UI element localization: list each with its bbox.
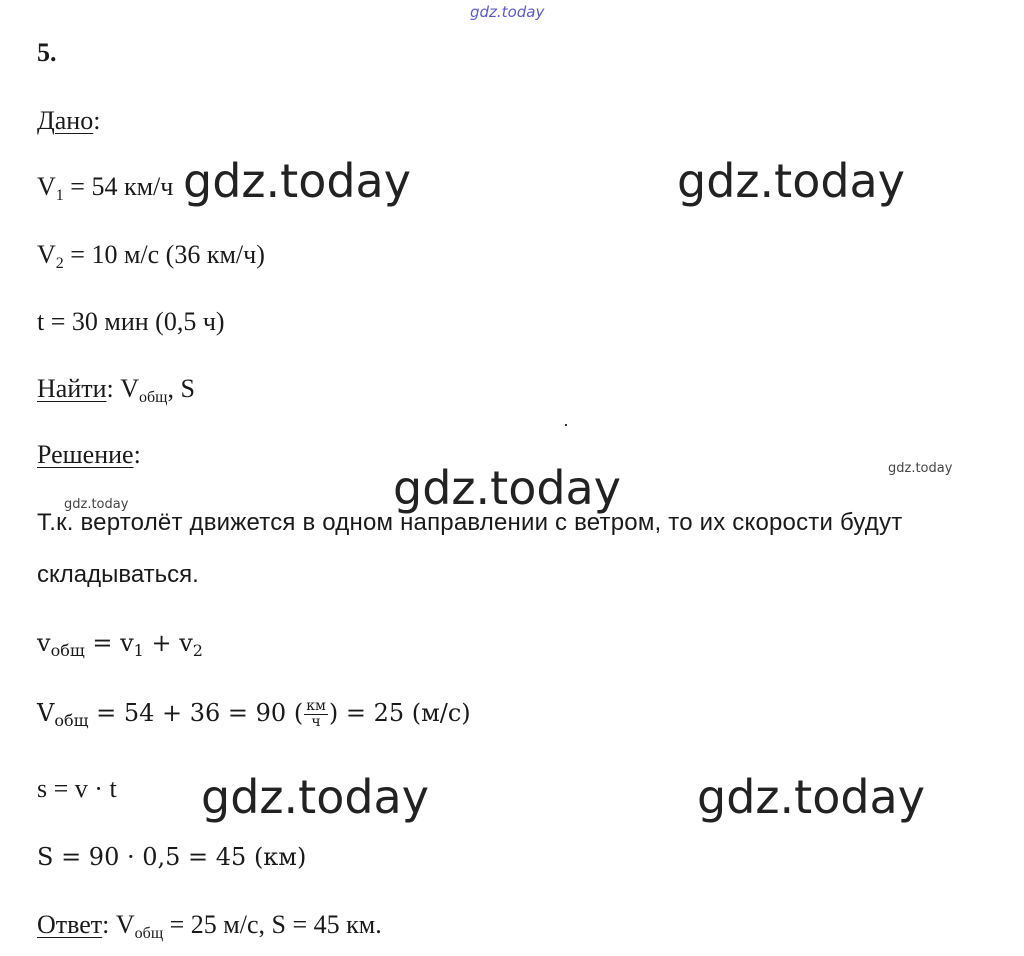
given-colon: :	[93, 106, 101, 135]
find-rest-b: , S	[167, 374, 195, 403]
solution-colon: :	[133, 440, 141, 469]
f2-tail: ) = 25 (м/с)	[328, 699, 471, 727]
formula-3: s = v · t	[37, 774, 117, 803]
watermark-small-2: gdz.today	[64, 497, 129, 512]
watermark-small-1: gdz.today	[888, 461, 953, 476]
given-heading-line	[37, 106, 100, 136]
f1-plus: + v	[143, 629, 193, 657]
v1-sub: 1	[55, 187, 64, 204]
watermark-big-1: gdz.today	[183, 154, 411, 208]
formula-4: S = 90 · 0,5 = 45 (км)	[37, 843, 307, 871]
f2-lhs: V	[37, 699, 55, 727]
f1-rhs-a: = v	[84, 629, 134, 657]
f1-lhs: v	[37, 629, 51, 657]
v1-rest: = 54 км/ч	[63, 172, 174, 201]
v1-symbol: V	[37, 172, 56, 201]
solution-text-line1: Т.к. вертолёт движется в одном направлении с ветром, то их скорости будут	[37, 509, 903, 536]
answer-line	[37, 910, 382, 940]
find-heading: Найти	[37, 374, 107, 403]
watermark-big-2: gdz.today	[677, 154, 905, 208]
stray-dot	[565, 424, 567, 426]
answer-rest-b: = 25 м/с, S = 45 км.	[163, 910, 382, 939]
answer-heading: Ответ	[37, 910, 103, 939]
given-t: t = 30 мин (0,5 ч)	[37, 307, 225, 336]
solution-heading: Решение	[37, 440, 134, 469]
given-v2	[37, 240, 265, 270]
given-heading: Дано	[37, 106, 94, 135]
f2-fraction	[304, 699, 328, 730]
watermark-big-5: gdz.today	[697, 770, 925, 824]
watermark-big-4: gdz.today	[201, 770, 429, 824]
answer-rest-a: : V	[102, 910, 135, 939]
f2-frac-den: ч	[311, 714, 321, 730]
v2-sub: 2	[55, 255, 64, 272]
find-sub: общ	[139, 389, 168, 406]
problem-number: 5.	[37, 38, 57, 67]
watermark-big-3: gdz.today	[393, 461, 621, 515]
answer-sub: общ	[134, 925, 164, 942]
v2-symbol: V	[37, 240, 56, 269]
v2-rest: = 10 м/с (36 км/ч)	[63, 240, 265, 269]
f2-lhs-sub: общ	[54, 711, 89, 730]
formula-2	[37, 698, 471, 730]
f1-sub1: 1	[133, 641, 144, 660]
solution-heading-line	[37, 440, 141, 470]
f2-frac-num: км	[306, 698, 326, 714]
find-line	[37, 374, 195, 404]
f1-lhs-sub: общ	[50, 641, 85, 660]
formula-1	[37, 628, 203, 658]
f1-sub2: 2	[192, 641, 203, 660]
f2-expr: = 54 + 36 = 90 (	[88, 699, 304, 727]
watermark-top: gdz.today	[470, 3, 545, 21]
find-rest-a: : V	[106, 374, 140, 403]
given-v1	[37, 172, 173, 202]
solution-text-line2: складываться.	[37, 561, 199, 588]
